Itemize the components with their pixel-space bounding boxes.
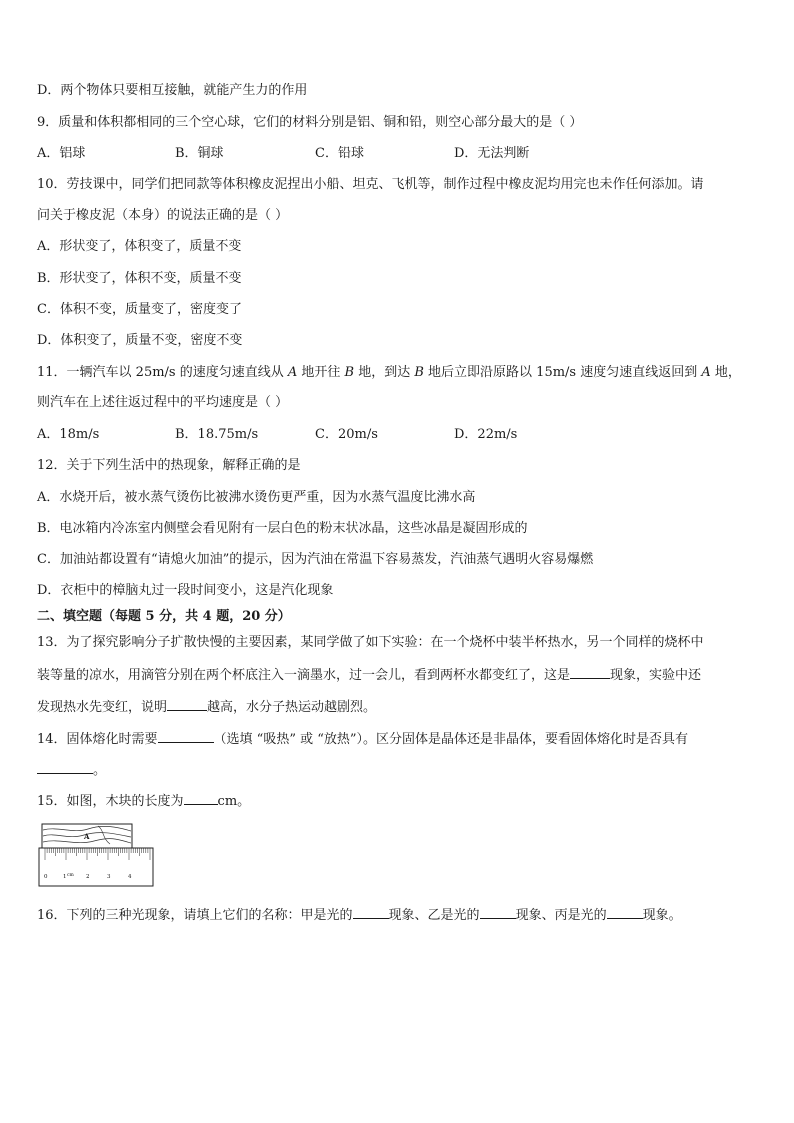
q16-text: 16．下列的三种光现象，请填上它们的名称：甲是光的 现象、乙是光的 现象、丙是光的 现象。: [37, 905, 682, 925]
point-b-label: B: [344, 365, 355, 380]
q16-answer-blank-1: [353, 905, 389, 919]
q12-option-a: A．水烧开后，被水蒸气烫伤比被沸水烫伤更严重，因为水蒸气温度比沸水高: [37, 490, 476, 505]
unit-label: cm: [67, 873, 74, 878]
q13-line2: 装等量的凉水，用滴管分别在两个杯底注入一滴墨水，过一会儿，看到两杯水都变红了，这是 现象，实验中还: [37, 665, 701, 685]
q10-option-d: D．体积变了，质量不变，密度不变: [37, 333, 243, 348]
ruler-figure: [38, 822, 154, 890]
q14-answer-blank-2: [37, 760, 93, 774]
q9-option-b: B．铜球: [175, 146, 224, 161]
q12-option-c: C．加油站都设置有“请熄火加油”的提示，因为汽油在常温下容易蒸发，汽油蒸气遇明火容易爆燃: [37, 552, 594, 567]
q9-option-d: D．无法判断: [454, 146, 530, 161]
q12-option-b: B．电冰箱内冷冻室内侧壁会看见附有一层白色的粉末状冰晶，这些冰晶是凝固形成的: [37, 521, 528, 536]
q10-stem-line1: 10．劳技课中，同学们把同款等体积橡皮泥捏出小船、坦克、飞机等，制作过程中橡皮泥均用完也未作任何添加。请: [37, 177, 704, 192]
q10-option-c: C．体积不变，质量变了，密度变了: [37, 302, 242, 317]
q16-answer-blank-3: [607, 905, 643, 919]
q11-option-c: C．20m/s: [315, 427, 378, 442]
q11-option-b: B．18.75m/s: [175, 427, 259, 442]
tick-label-4: 4: [128, 874, 132, 880]
q14-line1: 14．固体熔化时需要 （选填 “吸热” 或 “放热”）。区分固体是晶体还是非晶体，要看固体熔化时是否具有: [37, 729, 688, 749]
tick-label-2: 2: [86, 874, 90, 880]
point-a-label: A: [287, 365, 298, 380]
q9-stem: 9．质量和体积都相同的三个空心球，它们的材料分别是铝、铜和铅，则空心部分最大的是（ ）: [37, 115, 583, 130]
tick-label-0: 0: [44, 874, 48, 880]
q11-option-d: D．22m/s: [454, 427, 518, 442]
q13-line1: 13．为了探究影响分子扩散快慢的主要因素，某同学做了如下实验：在一个烧杯中装半杯热水，另一个同样的烧杯中: [37, 635, 704, 650]
q8-option-d: D．两个物体只要相互接触，就能产生力的作用: [37, 83, 308, 98]
q14-line2: 。: [37, 760, 106, 780]
section-heading: 二、填空题（每题 5 分，共 4 题，20 分）: [37, 609, 291, 624]
point-b-label-2: B: [414, 365, 424, 380]
tick-label-1: 1: [63, 874, 67, 880]
q13-line3: 发现热水先变红，说明 越高，水分子热运动越剧烈。: [37, 697, 376, 717]
q12-stem: 12．关于下列生活中的热现象，解释正确的是: [37, 458, 301, 473]
tick-label-3: 3: [107, 874, 111, 880]
point-a-label-2: A: [701, 365, 711, 380]
q13-answer-blank-2: [167, 697, 207, 711]
q11-option-a: A．18m/s: [37, 427, 100, 442]
q10-option-b: B．形状变了，体积不变，质量不变: [37, 271, 242, 286]
ruler-body: [39, 848, 153, 886]
q13-answer-blank-1: [570, 665, 610, 679]
q9-option-c: C．铅球: [315, 146, 364, 161]
q10-option-a: A．形状变了，体积变了，质量不变: [37, 239, 242, 254]
q15-answer-blank: [184, 791, 218, 805]
q12-option-d: D．衣柜中的樟脑丸过一段时间变小，这是汽化现象: [37, 583, 334, 598]
q10-stem-line2: 问关于橡皮泥（本身）的说法正确的是（ ）: [37, 208, 289, 223]
q11-stem-line1: 11．一辆汽车以 25m/s 的速度匀速直线从 A 地开往 B 地，到达 B 地后立即沿原路以 15m/s 速度匀速直线返回到 A 地，: [37, 365, 741, 380]
q14-answer-blank-1: [158, 729, 214, 743]
q16-answer-blank-2: [480, 905, 516, 919]
block-label: A: [84, 832, 90, 841]
q11-stem-line2: 则汽车在上述往返过程中的平均速度是（ ）: [37, 395, 289, 410]
q15-text: 15．如图，木块的长度为 cm。: [37, 791, 250, 811]
q9-option-a: A．铝球: [37, 146, 86, 161]
